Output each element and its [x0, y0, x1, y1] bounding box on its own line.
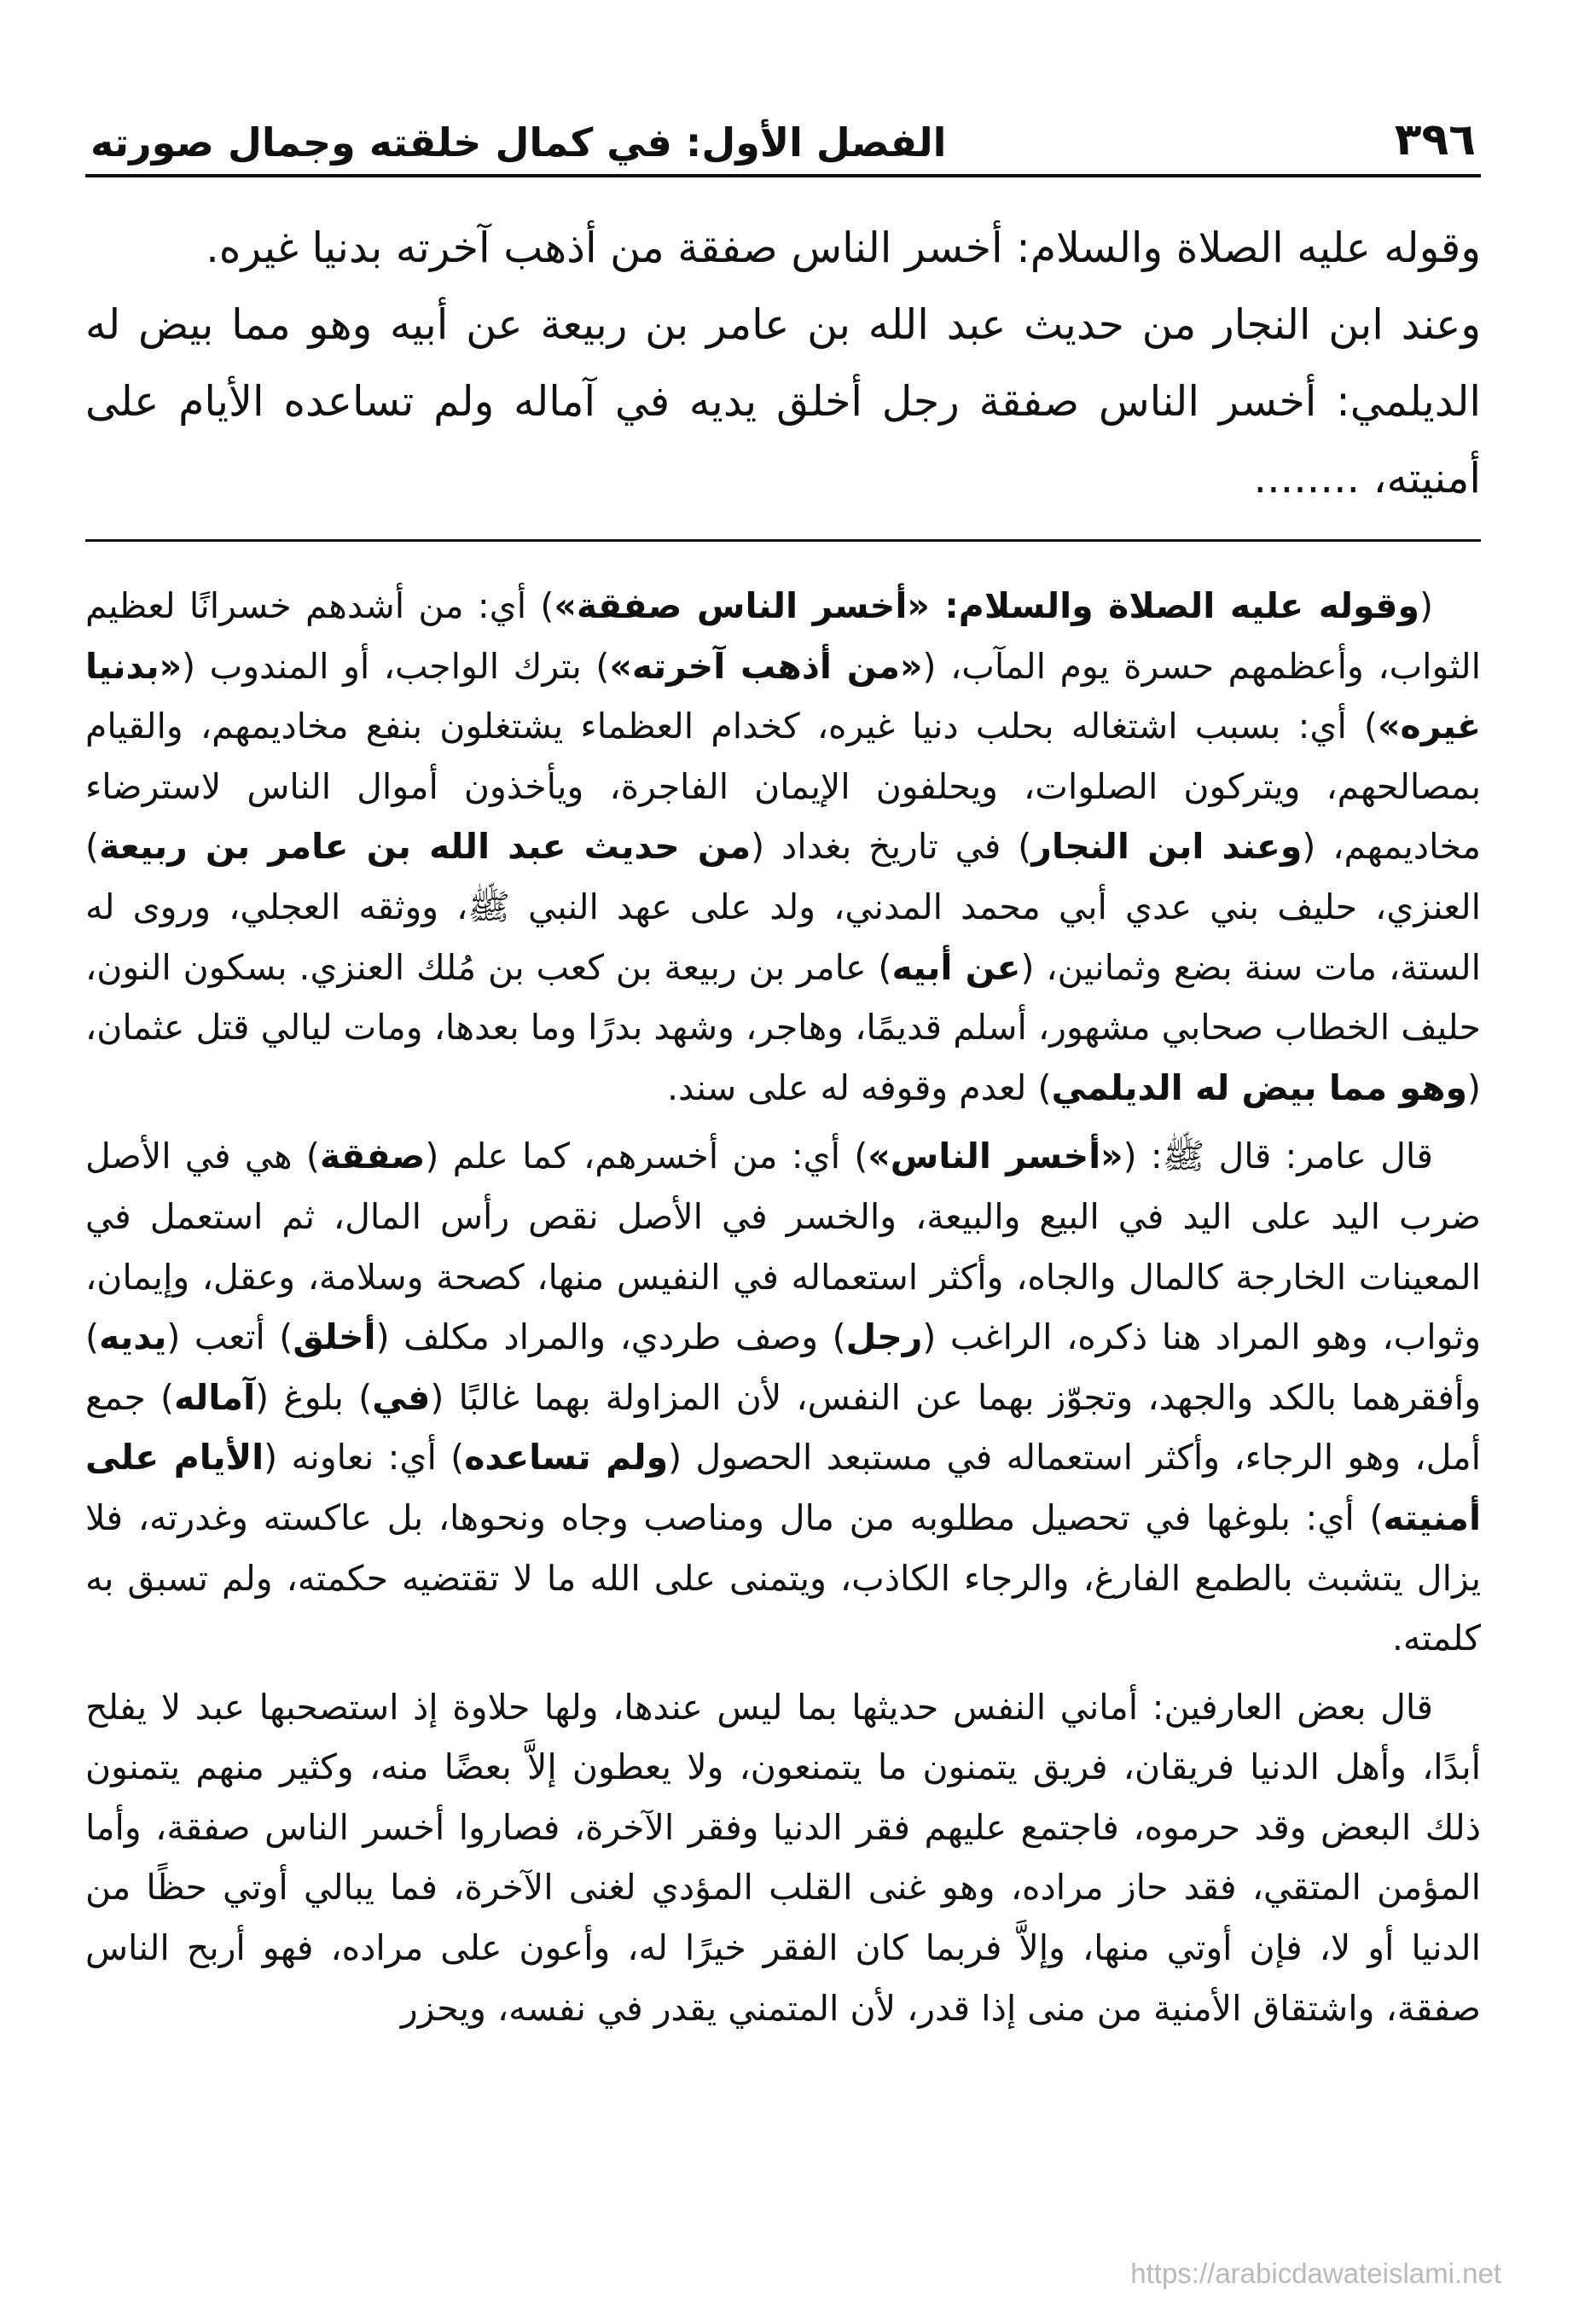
- quoted-phrase: «من أذهب آخرته»: [609, 645, 923, 687]
- quoted-phrase: في: [372, 1376, 431, 1418]
- commentary-text: ) أي: من أشدهم خسرانًا لعظيم الثواب، وأعظمهم حسرة يوم المآب، (: [85, 585, 1481, 687]
- page-header: [85, 94, 1481, 177]
- hadith-paragraph-2-text: وعند ابن النجار من حديث عبد الله بن عامر بن ربيعة عن أبيه وهو مما بيض له الديلمي: أخسر الناس صفقة رجل أخلق يديه في آماله ولم تساعده الأيام على أمنيته،: [85, 300, 1481, 503]
- commentary-paragraph-3: [85, 1677, 1481, 2039]
- page-number: ٣٩٦: [1394, 114, 1476, 166]
- commentary-text: ) أي: بسبب اشتغاله بحلب دنيا غيره، كخدام العظماء يشتغلون بنفع مخاديمهم، والقيام بمصالحهم، ويتركون الصلوات، ويحلفون الإيمان الفاجرة، ويأخذون أموال الناس لاسترضاء مخاديمهم، (: [85, 706, 1481, 868]
- commentary-text: ) العنزي، حليف بني عدي أبي محمد المدني، ولد على عهد النبي ﷺ، ووثقه العجلي، وروى له الستة، مات سنة بضع وثمانين، (: [85, 826, 1481, 988]
- quoted-phrase: عن أبيه: [891, 946, 1021, 988]
- quoted-phrase: رجل: [845, 1316, 923, 1358]
- quoted-phrase: أخلق: [293, 1316, 376, 1358]
- website-watermark: https://arabicdawateislami.net: [1130, 2257, 1501, 2289]
- commentary-text: ) عامر بن ربيعة بن كعب بن مُلك العنزي. بسكون النون، حليف الخطاب صحابي مشهور، أسلم قديمًا، وهاجر، وشهد بدرًا وما بعدها، ومات ليالي قتل عثمان، (: [85, 946, 1481, 1108]
- commentary-text: ) وأفقرهما بالكد والجهد، وتجوّز بهما عن النفس، لأن المزاولة بهما غالبًا (: [85, 1316, 1481, 1418]
- commentary-text: ) جمع أمل، وهو الرجاء، وأكثر استعماله في مستبعد الحصول (: [85, 1376, 1481, 1479]
- quoted-phrase: وقوله عليه الصلاة والسلام: «أخسر الناس صفقة»: [554, 585, 1419, 626]
- quoted-phrase: وهو مما بيض له الديلمي: [1051, 1066, 1467, 1108]
- commentary-text: ) وصف طردي، والمراد مكلف (: [375, 1316, 846, 1358]
- commentary: [85, 576, 1481, 2038]
- commentary-text: ) أي: من أخسرهم، كما علم (: [425, 1136, 868, 1177]
- quoted-phrase: ولم تساعده: [464, 1437, 669, 1479]
- quoted-phrase: «أخسر الناس»: [868, 1136, 1123, 1177]
- commentary-paragraph-1: [85, 576, 1481, 1118]
- continuation-dots: ........: [1253, 454, 1361, 503]
- quoted-phrase: صفقة: [319, 1136, 426, 1177]
- hadith-text: [85, 210, 1481, 517]
- text-separator: [85, 539, 1481, 542]
- running-title: الفصل الأول: في كمال خلقته وجمال صورته: [90, 119, 947, 166]
- commentary-text: ) بلوغ (: [255, 1376, 373, 1418]
- commentary-text: ) أي: بلوغها في تحصيل مطلوبه من مال ومناصب وجاه ونحوها، بل عاكسته وغدرته، فلا يزال يتشبث بالطمع الفارغ، والرجاء الكاذب، ويتمنى على الله ما لا تقتضيه حكمته، ولم تسبق به كلمته.: [85, 1496, 1481, 1659]
- commentary-text: ) هي في الأصل ضرب اليد على اليد في البيع والبيعة، والخسر في الأصل نقص رأس المال، ثم استعمل في المعينات الخارجة كالمال والجاه، وأكثر استعماله في النفيس منها، كصحة وسلامة، وعقل، وإيمان، وثواب، وهو المراد هنا ذكره، الراغب (: [85, 1136, 1481, 1358]
- commentary-text: ) لعدم وقوفه له على سند.: [666, 1066, 1052, 1108]
- quoted-phrase: وعند ابن النجار: [1031, 826, 1303, 868]
- commentary-text: ) أتعب (: [166, 1316, 293, 1358]
- quoted-phrase: الأيام على أمنيته: [85, 1437, 1481, 1538]
- quoted-phrase: آماله: [174, 1376, 256, 1418]
- commentary-text: ) بترك الواجب، أو المندوب (: [182, 645, 610, 687]
- quoted-phrase: من حديث عبد الله بن عامر بن ربيعة: [99, 826, 752, 868]
- hadith-paragraph-1-text: وقوله عليه الصلاة والسلام: أخسر الناس صفقة من أذهب آخرته بدنيا غيره.: [206, 224, 1481, 272]
- commentary-paragraph-2: [85, 1126, 1481, 1668]
- commentary-text: (: [1419, 585, 1433, 626]
- commentary-text: ) في تاريخ بغداد (: [751, 826, 1032, 868]
- hadith-paragraph-1: [85, 210, 1481, 287]
- commentary-text: ) أي: نعاونه (: [264, 1437, 465, 1479]
- commentary-text: قال عامر: قال ﷺ: (: [1123, 1136, 1433, 1177]
- quoted-phrase: يديه: [99, 1316, 167, 1358]
- hadith-paragraph-2: [85, 287, 1481, 517]
- commentary-text: قال بعض العارفين: أماني النفس حديثها بما ليس عندها، ولها حلاوة إذ استصحبها عبد لا يفلح أبدًا، وأهل الدنيا فريقان، فريق يتمنون ما يتمنعون، ولا يعطون إلاَّ بعضًا منه، وكثير منهم يتمنون ذلك البعض وقد حرموه، فاجتمع عليهم فقر الدنيا وفقر الآخرة، فصاروا أخسر الناس صفقة، وأما المؤمن المتقي، فقد حاز مراده، وهو غنى القلب المؤدي لغنى الآخرة، فما يبالي أوتي حظًا من الدنيا أو لا، فإن أوتي منها، وإلاَّ فربما كان الفقر خيرًا له، وأعون على مراده، فهو أربح الناس صفقة، واشتقاق الأمنية من منى إذا قدر، لأن المتمني يقدر في نفسه، ويحزر: [85, 1686, 1481, 2029]
- quoted-phrase: «بدنيا غيره»: [85, 645, 1481, 747]
